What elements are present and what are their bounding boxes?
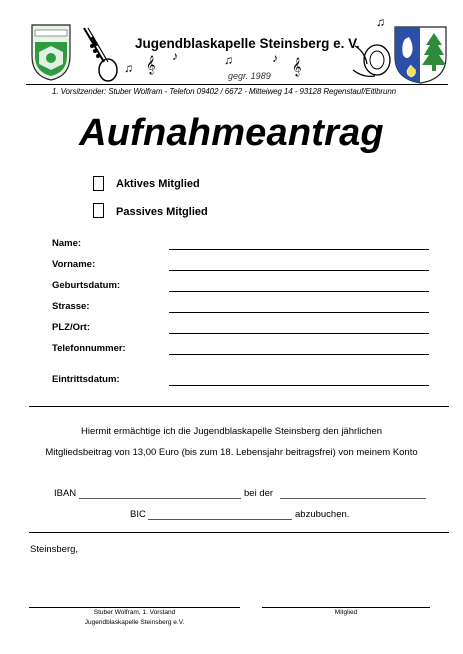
active-member-label: Aktives Mitglied bbox=[116, 178, 200, 190]
phone-label: Telefonnummer: bbox=[52, 343, 126, 354]
first-name-field[interactable] bbox=[169, 270, 429, 271]
header-divider bbox=[26, 84, 448, 85]
chairman-signature-caption: Stuber Wolfram, 1. Vorstand bbox=[93, 609, 176, 616]
active-member-checkbox[interactable] bbox=[93, 176, 104, 191]
birth-date-field[interactable] bbox=[169, 291, 429, 292]
name-field[interactable] bbox=[169, 249, 429, 250]
section-divider bbox=[29, 406, 449, 407]
music-note-icon: ♫ bbox=[124, 61, 133, 75]
street-label: Strasse: bbox=[52, 301, 90, 312]
club-signature-caption: Jugendblaskapelle Steinsberg e.V. bbox=[84, 619, 185, 626]
treble-clef-icon: 𝄞 bbox=[146, 57, 156, 74]
member-signature-line[interactable] bbox=[262, 607, 430, 608]
music-note-icon: ♪ bbox=[272, 51, 278, 65]
phone-field[interactable] bbox=[169, 354, 429, 355]
place-label: Steinsberg, bbox=[30, 544, 79, 555]
chairman-contact-line: 1. Vorsitzender: Stuber Wolfram - Telefon 09402 / 6672 - Mitteiweg 14 - 93128 Regenstauf/Eitlbrunn bbox=[52, 87, 397, 96]
music-note-icon: ♪ bbox=[172, 49, 178, 63]
bic-label: BIC bbox=[130, 509, 146, 520]
iban-field[interactable] bbox=[79, 498, 241, 499]
trumpet-icon bbox=[78, 24, 118, 84]
music-note-icon: ♫ bbox=[224, 53, 233, 67]
section-divider bbox=[29, 532, 449, 533]
member-signature-caption: Mitglied bbox=[334, 609, 358, 616]
entry-date-label: Eintrittsdatum: bbox=[52, 374, 120, 385]
passive-member-checkbox[interactable] bbox=[93, 203, 104, 218]
street-field[interactable] bbox=[169, 312, 429, 313]
bank-name-field[interactable] bbox=[280, 498, 426, 499]
birth-date-label: Geburtsdatum: bbox=[52, 280, 121, 291]
treble-clef-icon: 𝄞 bbox=[292, 59, 302, 76]
passive-member-label: Passives Mitglied bbox=[116, 206, 208, 218]
tuba-icon bbox=[351, 40, 393, 80]
club-logo bbox=[29, 22, 73, 82]
chairman-signature-line[interactable] bbox=[29, 607, 240, 608]
iban-label: IBAN bbox=[54, 488, 77, 499]
authorization-text-line1: Hiermit ermächtige ich die Jugendblaskapelle Steinsberg den jährlichen bbox=[80, 426, 382, 437]
municipal-crest bbox=[393, 25, 448, 85]
bank-name-label: bei der bbox=[244, 488, 274, 499]
name-label: Name: bbox=[52, 238, 82, 249]
zip-city-field[interactable] bbox=[169, 333, 429, 334]
founded-year: gegr. 1989 bbox=[228, 71, 271, 81]
club-name: Jugendblaskapelle Steinsberg e. V. bbox=[135, 36, 360, 51]
page-title: Aufnahmeantrag bbox=[79, 112, 384, 154]
bic-field[interactable] bbox=[148, 519, 292, 520]
first-name-label: Vorname: bbox=[52, 259, 96, 270]
zip-city-label: PLZ/Ort: bbox=[52, 322, 90, 333]
authorization-text-line2: Mitgliedsbeitrag von 13,00 Euro (bis zum 18. Lebensjahr beitragsfrei) von meinem Konto bbox=[45, 447, 418, 458]
music-note-icon: ♫ bbox=[376, 15, 385, 29]
entry-date-field[interactable] bbox=[169, 385, 429, 386]
debit-suffix: abzubuchen. bbox=[295, 509, 350, 520]
